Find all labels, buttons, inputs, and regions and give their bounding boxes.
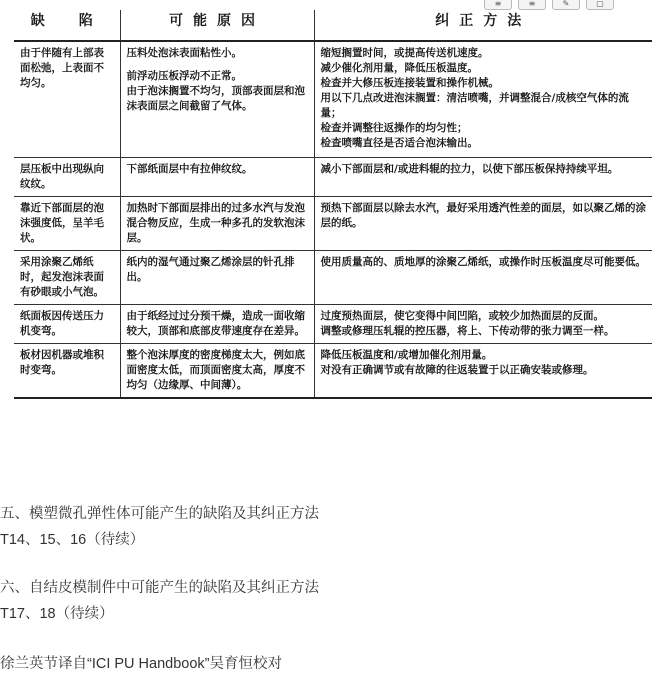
fix-text: 减小下部面层和/或进料辊的拉力，以使下部压板保持持续平坦。 — [320, 162, 619, 175]
table-row — [14, 196, 652, 250]
fixes-cell — [314, 343, 652, 398]
image-toolbar — [484, 0, 614, 10]
cause-text: 前浮动压板浮动不正常。 — [126, 70, 242, 82]
defect-cell — [14, 304, 120, 343]
header-fixes: 纠正方法 — [314, 10, 652, 41]
fixes-cell — [314, 157, 652, 196]
toolbar-button-1[interactable]: ≡ — [484, 0, 512, 10]
table-row — [14, 157, 652, 196]
toolbar-button-3[interactable]: ✎ — [552, 0, 580, 10]
section-six-tables: T17、18（待续） — [0, 606, 114, 622]
defect-text: 靠近下部面层的泡沫强度低，呈羊毛状。 — [20, 201, 104, 244]
translator-credit: 徐兰英节译自“ICI PU Handbook”吴育恒校对 — [0, 656, 282, 672]
fix-text: 检查并调整往返操作的均匀性； — [320, 122, 468, 134]
defect-cell — [14, 343, 120, 398]
table-row — [14, 304, 652, 343]
fix-text: 使用质量高的、质地厚的涂聚乙烯纸，或操作时压板温度尽可能要低。 — [320, 255, 646, 268]
fix-text: 缩短搁置时间，或提高传送机速度。 — [320, 47, 489, 59]
causes-cell — [120, 196, 314, 250]
fixes-cell — [314, 304, 652, 343]
cause-text: 下部纸面层中有拉伸纹纹。 — [126, 162, 253, 175]
fixes-cell — [314, 250, 652, 304]
header-defect: 缺 陷 — [14, 10, 120, 41]
fix-text: 过度预热面层，使它变得中间凹陷，或较少加热面层的反面。 — [320, 309, 604, 322]
defect-text: 层压板中出现纵向纹纹。 — [20, 162, 104, 190]
toolbar-button-2[interactable]: ≡ — [518, 0, 546, 10]
fix-text: 调整或修理压轧辊的控压器，将上、下传动带的张力调至一样。 — [320, 324, 615, 337]
fix-text: 检查喷嘴直径是否适合泡沫输出。 — [320, 137, 478, 149]
cause-text: 纸内的湿气通过聚乙烯涂层的针孔排出。 — [126, 255, 295, 283]
fix-text: 减少催化剂用量，降低压板温度。 — [320, 62, 478, 74]
defect-cell — [14, 250, 120, 304]
defect-cell — [14, 157, 120, 196]
fix-text: 预热下部面层以除去水汽，最好采用透汽性差的面层，如以聚乙烯的涂层的纸。 — [320, 201, 646, 229]
defect-cell — [14, 196, 120, 250]
causes-cell — [120, 343, 314, 398]
defect-text: 采用涂聚乙烯纸时，起发泡沫表面有砂眼或小气泡。 — [20, 255, 104, 298]
fix-text: 用以下几点改进泡沫搁置：清洁喷嘴，并调整混合/成核空气体的流量； — [320, 92, 629, 119]
toolbar-button-4[interactable]: ▢ — [586, 0, 614, 10]
causes-cell — [120, 304, 314, 343]
fix-text: 降低压板温度和/或增加催化剂用量。 — [320, 348, 493, 361]
fix-text: 检查并大修压板连接装置和操作机械。 — [320, 77, 499, 89]
causes-cell — [120, 250, 314, 304]
defect-text: 板材因机器或堆积时变弯。 — [20, 348, 104, 376]
defect-text: 纸面板因传送压力机变弯。 — [20, 309, 104, 337]
cause-text: 压料处泡沫表面粘性小。 — [126, 47, 242, 59]
header-causes: 可能原因 — [120, 10, 314, 41]
cause-text: 加热时下部面层排出的过多水汽与发泡混合物反应，生成一种多孔的发软泡沫层。 — [126, 201, 305, 244]
defect-cell — [14, 41, 120, 157]
defect-text: 由于伴随有上部表面松弛，上表面不均匀。 — [20, 47, 104, 89]
section-six-heading: 六、自结皮模制件中可能产生的缺陷及其纠正方法 — [0, 580, 319, 596]
section-five-tables: T14、15、16（待续） — [0, 532, 145, 548]
cause-text: 由于泡沫搁置不均匀，顶部表面层和泡沫表面层之间截留了气体。 — [126, 85, 305, 112]
table-row — [14, 41, 652, 157]
cause-text: 整个泡沫厚度的密度梯度太大，例如底面密度太低，而顶面密度太高，厚度不均匀（边缘厚、中间薄）。 — [126, 348, 305, 391]
table-header-row — [14, 10, 652, 41]
table-row — [14, 250, 652, 304]
causes-cell — [120, 41, 314, 157]
table-row — [14, 343, 652, 398]
cause-text: 由于纸经过过分预干燥，造成一面收缩较大，顶部和底部皮带速度存在差异。 — [126, 309, 305, 337]
section-five-heading: 五、模塑微孔弹性体可能产生的缺陷及其纠正方法 — [0, 506, 319, 522]
defect-table — [14, 10, 652, 399]
causes-cell — [120, 157, 314, 196]
fixes-cell — [314, 41, 652, 157]
fixes-cell — [314, 196, 652, 250]
fix-text: 对没有正确调节或有故障的往返装置于以正确安装或修理。 — [320, 363, 594, 376]
scanned-table-image — [14, 10, 652, 438]
